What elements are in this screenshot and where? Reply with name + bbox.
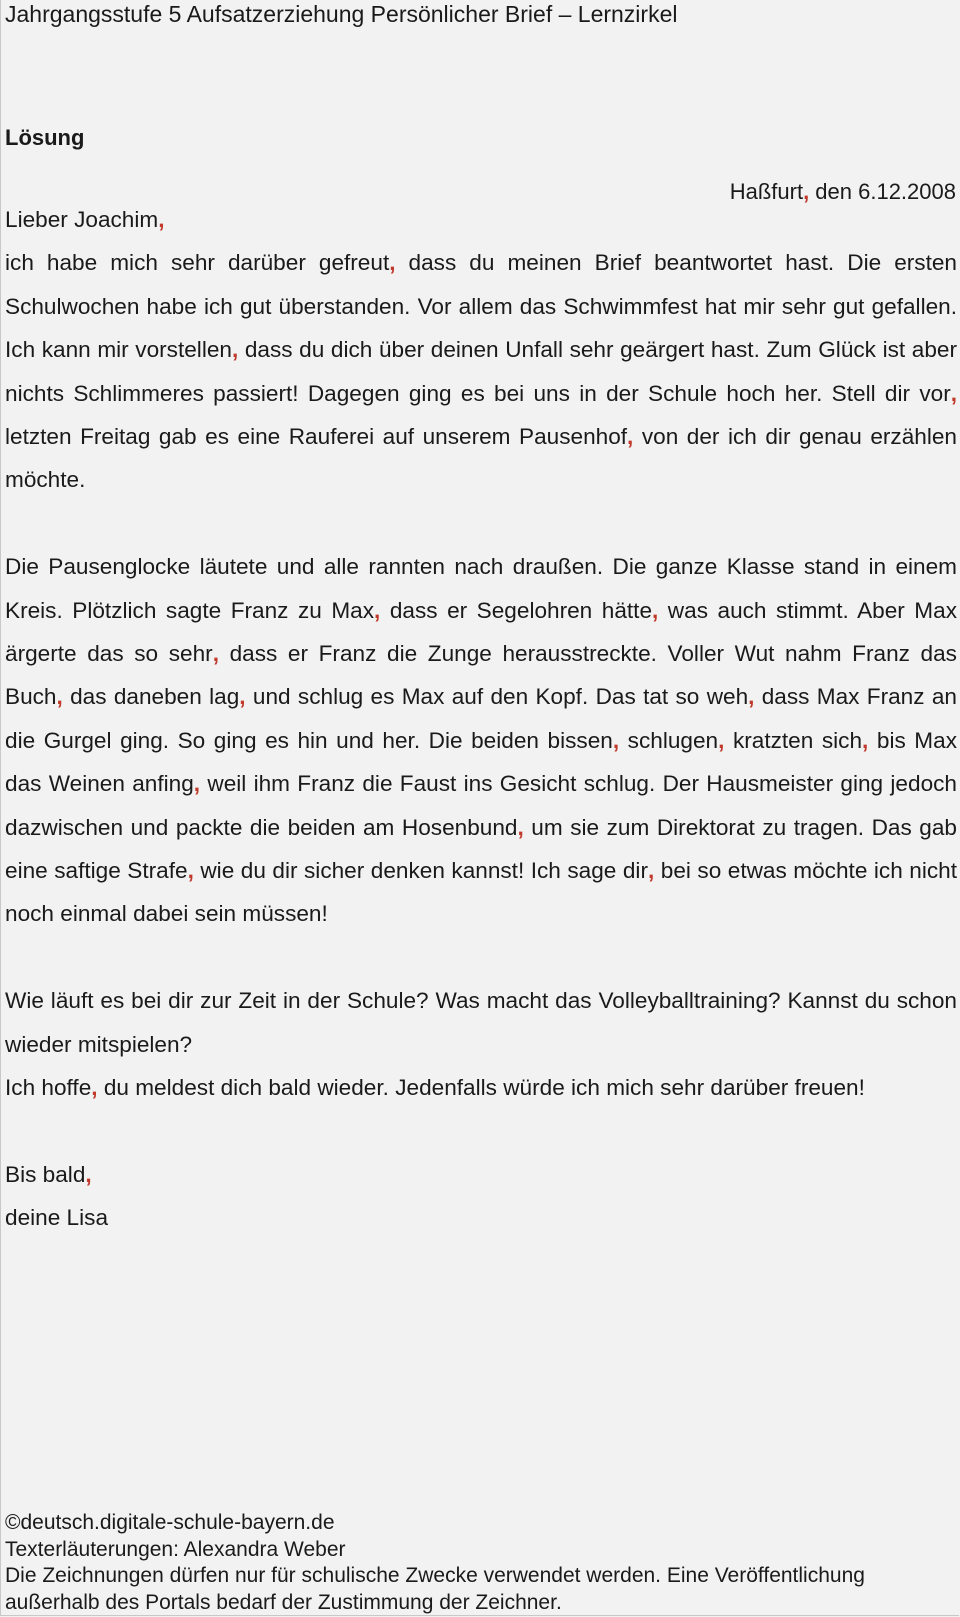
comma-mark: ,: [803, 179, 810, 204]
comma-mark: ,: [187, 858, 194, 884]
paragraph-gap: [5, 1110, 957, 1153]
comma-mark: ,: [56, 684, 63, 710]
place-date: Haßfurt, den 6.12.2008: [729, 179, 956, 204]
footer-credits: Texterläuterungen: Alexandra Weber: [5, 1537, 346, 1561]
comma-mark: ,: [718, 727, 725, 753]
greeting: Lieber Joachim,: [5, 207, 165, 232]
signature: deine Lisa: [5, 1205, 109, 1231]
comma-mark: ,: [950, 380, 957, 406]
paragraph-1: ich habe mich sehr darüber gefreut, dass du meinen Brief beantwortet hast. Die ersten Schulwochen habe ich gut überstanden. Vor allem das Schwimmfest hat mir sehr gut gefallen. Ich kann mir vorstellen, dass du dich über deinen Unfall sehr geärgert hast. Zum Glück ist aber nichts Schlimmeres passiert! Dagegen ging es bei uns in der Schule hoch her. Stell dir vor, letzten Freitag gab es eine Rauferei auf unserem Pausenhof, von der ich dir genau erzählen möchte.: [5, 250, 957, 493]
comma-mark: ,: [231, 337, 239, 363]
paragraph-3: Wie läuft es bei dir zur Zeit in der Schule? Was macht das Volleyballtraining? Kannst du schon wieder mitspielen?: [5, 988, 957, 1057]
comma-mark: ,: [748, 684, 755, 710]
comma-mark: ,: [374, 597, 381, 623]
comma-mark: ,: [389, 250, 396, 276]
comma-mark: ,: [85, 1161, 92, 1187]
footer: [5, 1510, 957, 1616]
comma-mark: ,: [239, 684, 246, 710]
closing: Bis bald,: [5, 1161, 92, 1187]
comma-mark: ,: [158, 207, 165, 232]
paragraph-4: Ich hoffe, du meldest dich bald wieder. Jedenfalls würde ich mich sehr darüber freuen!: [5, 1075, 865, 1101]
comma-mark: ,: [212, 641, 219, 667]
footer-notice-line-2: außerhalb des Portals bedarf der Zustimmung der Zeichner.: [5, 1590, 562, 1614]
paragraph-gap: [5, 502, 957, 545]
paragraph-2: Die Pausenglocke läutete und alle rannten nach draußen. Die ganze Klasse stand in einem Kreis. Plötzlich sagte Franz zu Max, dass er Segelohren hätte, was auch stimmt. Aber Max ärgerte das so sehr, dass er Franz die Zunge herausstreckte. Voller Wut nahm Franz das Buch, das daneben lag, und schlug es Max auf den Kopf. Das tat so weh, dass Max Franz an die Gurgel ging. So ging es hin und her. Die beiden bissen, schlugen, kratzten sich, bis Max das Weinen anfing, weil ihm Franz die Faust ins Gesicht schlug. Der Hausmeister ging jedoch dazwischen und packte die beiden am Hosenbund, um sie zum Direktorat zu tragen. Das gab eine saftige Strafe, wie du dir sicher denken kannst! Ich sage dir, bei so etwas möchte ich nicht noch einmal dabei sein müssen!: [5, 554, 958, 927]
footer-copyright: ©deutsch.digitale-schule-bayern.de: [5, 1511, 335, 1534]
comma-mark: ,: [91, 1075, 98, 1101]
comma-mark: ,: [517, 814, 524, 840]
paragraph-gap: [5, 936, 957, 979]
comma-mark: ,: [862, 727, 869, 753]
document-header: Jahrgangsstufe 5 Aufsatzerziehung Persönlicher Brief – Lernzirkel: [5, 1, 678, 27]
comma-mark: ,: [193, 771, 201, 797]
letter-body: [5, 198, 957, 1240]
comma-mark: ,: [627, 424, 634, 450]
comma-mark: ,: [652, 597, 659, 623]
comma-mark: ,: [647, 858, 655, 884]
footer-notice-line-1: Die Zeichnungen dürfen nur für schulische Zwecke verwendet werden. Eine Veröffentlichung: [5, 1564, 865, 1587]
section-title: Lösung: [5, 125, 85, 150]
comma-mark: ,: [612, 727, 620, 753]
